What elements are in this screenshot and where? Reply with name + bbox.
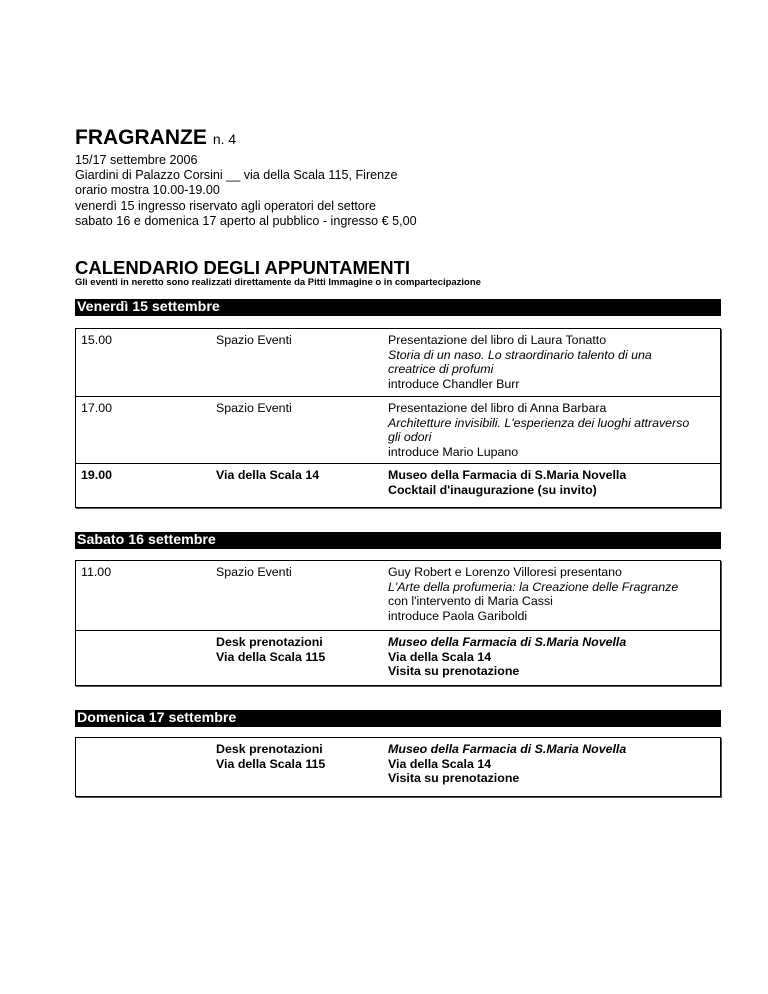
day-label: Sabato 16 settembre — [77, 532, 216, 548]
event-time: 19.00 — [81, 468, 113, 482]
event-desc-line: Museo della Farmacia di S.Maria Novella — [388, 635, 627, 649]
event-desc-line: L'Arte della profumeria: la Creazione delle Fragranze — [388, 579, 679, 594]
document-title: FRAGRANZE — [75, 126, 207, 149]
event-place: Desk prenotazioni — [216, 742, 323, 756]
event-desc-line: Guy Robert e Lorenzo Villoresi presentano — [388, 565, 622, 579]
event-desc-line: introduce Mario Lupano — [388, 444, 519, 459]
event-desc-line: con l'intervento di Maria Cassi — [388, 594, 553, 608]
info-venue: Giardini di Palazzo Corsini __ via della Scala 115, Firenze — [75, 168, 398, 183]
event-row — [76, 329, 720, 396]
event-desc-line: introduce Chandler Burr — [388, 376, 520, 391]
event-place: Spazio Eventi — [216, 401, 292, 415]
calendar-title: CALENDARIO DEGLI APPUNTAMENTI — [75, 257, 411, 278]
calendar-note: Gli eventi in neretto sono realizzati direttamente da Pitti Immagine o in compartecipazione — [75, 277, 481, 288]
event-place: Spazio Eventi — [216, 565, 292, 579]
event-desc-line: Cocktail d'inaugurazione (su invito) — [388, 482, 597, 497]
day-header-friday — [75, 299, 721, 316]
event-desc-line: Visita su prenotazione — [388, 664, 520, 678]
event-row — [76, 561, 720, 630]
event-desc-line: creatrice di profumi — [388, 362, 494, 376]
event-time: 15.00 — [81, 333, 113, 347]
event-description — [388, 631, 720, 685]
day-header-sunday — [75, 710, 721, 727]
issue-number: n. 4 — [212, 131, 237, 147]
event-desc-line: gli odori — [388, 430, 432, 444]
event-time — [76, 738, 216, 796]
info-hours: orario mostra 10.00-19.00 — [75, 183, 220, 198]
day-label: Venerdì 15 settembre — [77, 299, 220, 315]
title-row — [75, 126, 236, 150]
event-desc-line: Via della Scala 14 — [388, 649, 492, 664]
event-description — [388, 738, 720, 796]
event-place: Via della Scala 14 — [216, 468, 320, 482]
events-table-sunday — [75, 737, 721, 797]
day-label: Domenica 17 settembre — [77, 710, 237, 726]
event-info — [75, 153, 417, 229]
event-time: 11.00 — [81, 565, 112, 579]
event-desc-line: Architetture invisibili. L'esperienza dei luoghi attraverso — [388, 415, 690, 430]
event-place: Spazio Eventi — [216, 333, 292, 347]
event-row — [76, 738, 720, 796]
event-place: Via della Scala 115 — [216, 756, 326, 771]
event-time: 17.00 — [81, 401, 113, 415]
event-desc-line: Museo della Farmacia di S.Maria Novella — [388, 742, 627, 756]
event-desc-line: Via della Scala 14 — [388, 756, 492, 771]
events-table-friday — [75, 328, 721, 508]
event-place: Via della Scala 115 — [216, 649, 326, 664]
info-public-days: sabato 16 e domenica 17 aperto al pubblico - ingresso € 5,00 — [75, 213, 417, 228]
event-desc-line: Museo della Farmacia di S.Maria Novella — [388, 468, 627, 482]
info-dates: 15/17 settembre 2006 — [75, 153, 198, 167]
event-place: Desk prenotazioni — [216, 635, 323, 649]
event-row — [76, 463, 720, 507]
event-desc-line: Visita su prenotazione — [388, 771, 520, 785]
event-description — [388, 464, 720, 507]
event-row — [76, 630, 720, 685]
event-description — [388, 329, 720, 396]
events-table-saturday — [75, 560, 721, 686]
info-trade-day: venerdì 15 ingresso riservato agli operatori del settore — [75, 198, 377, 213]
event-description — [388, 561, 720, 630]
event-time — [76, 631, 216, 685]
event-desc-line: introduce Paola Gariboldi — [388, 608, 528, 623]
day-header-saturday — [75, 532, 721, 549]
event-row — [76, 396, 720, 463]
event-desc-line: Presentazione del libro di Laura Tonatto — [388, 333, 607, 347]
event-description — [388, 397, 720, 463]
event-desc-line: Presentazione del libro di Anna Barbara — [388, 401, 607, 415]
event-desc-line: Storia di un naso. Lo straordinario talento di una — [388, 347, 652, 362]
